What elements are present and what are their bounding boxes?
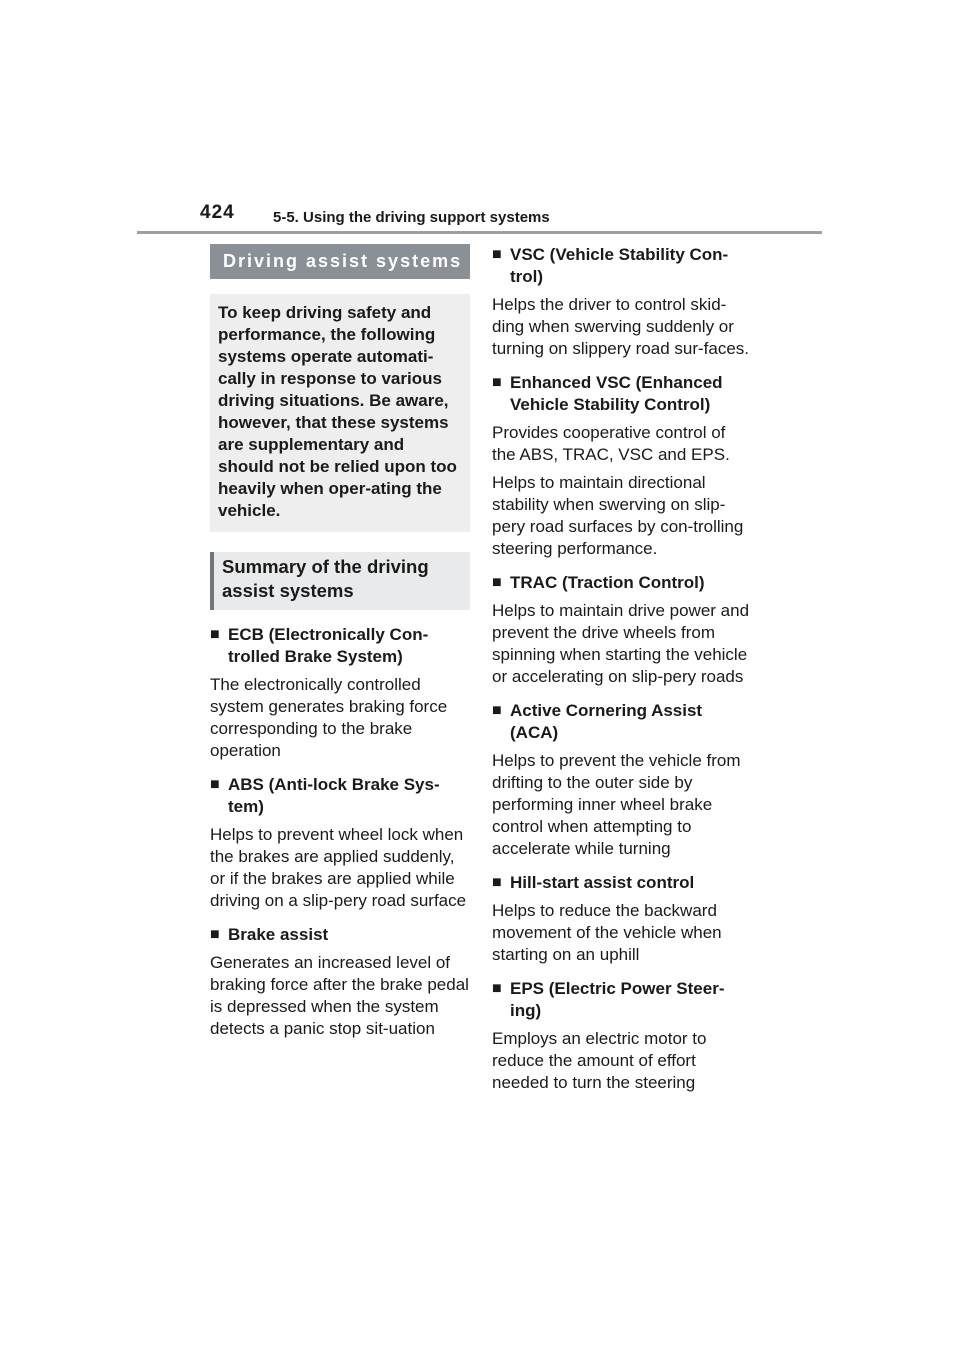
- item-heading: [492, 978, 752, 1022]
- system-item: [492, 244, 752, 360]
- item-paragraph: Helps to reduce the backward movement of the vehicle when starting on an uphill: [492, 901, 722, 964]
- system-item: [492, 700, 752, 860]
- item-heading: [492, 572, 752, 594]
- item-body: [492, 600, 752, 688]
- square-bullet-icon: ■: [210, 926, 220, 943]
- item-body: [210, 824, 470, 912]
- system-item: [210, 624, 470, 762]
- item-body: [492, 1028, 752, 1094]
- item-heading: [210, 924, 470, 946]
- item-paragraph: Helps to prevent the vehicle from drifting to the outer side by performing inner wheel brake control when attempting to accelerate while turning: [492, 751, 741, 858]
- item-heading: [492, 372, 752, 416]
- square-bullet-icon: ■: [210, 626, 220, 643]
- item-title: VSC (Vehicle Stability Con-trol): [510, 245, 729, 286]
- square-bullet-icon: ■: [492, 874, 502, 891]
- system-item: [492, 872, 752, 966]
- item-body: [492, 900, 752, 966]
- item-body: [210, 674, 470, 762]
- item-body: [492, 422, 752, 560]
- item-heading: [210, 774, 470, 818]
- system-item: [492, 572, 752, 688]
- item-title: ABS (Anti-lock Brake Sys-tem): [228, 775, 440, 816]
- square-bullet-icon: ■: [492, 574, 502, 591]
- summary-heading: Summary of the driving assist systems: [210, 552, 470, 610]
- item-body: [492, 294, 752, 360]
- square-bullet-icon: ■: [492, 980, 502, 997]
- square-bullet-icon: ■: [492, 702, 502, 719]
- right-column: [492, 244, 752, 1100]
- item-title: TRAC (Traction Control): [510, 573, 705, 592]
- page-number: 424: [200, 202, 235, 223]
- item-paragraph: Helps the driver to control skid-ding when swerving suddenly or turning on slippery road sur-faces.: [492, 295, 750, 358]
- item-paragraph: The electronically controlled system generates braking force corresponding to the brake operation: [210, 675, 448, 760]
- item-title: EPS (Electric Power Steer-ing): [510, 979, 725, 1020]
- item-paragraph: Employs an electric motor to reduce the amount of effort needed to turn the steering: [492, 1029, 707, 1092]
- square-bullet-icon: ■: [210, 776, 220, 793]
- right-item-list: [492, 244, 752, 1094]
- item-paragraph: Generates an increased level of braking force after the brake pedal is depressed when the system detects a panic stop sit-uation: [210, 953, 469, 1038]
- item-title: Hill-start assist control: [510, 873, 695, 892]
- section-title: 5-5. Using the driving support systems: [273, 209, 550, 226]
- section-banner: Driving assist systems: [210, 244, 470, 279]
- left-column: [210, 244, 470, 1046]
- item-paragraph: Helps to prevent wheel lock when the brakes are applied suddenly, or if the brakes are applied while driving on a slip-pery road surface: [210, 825, 467, 910]
- item-title: Enhanced VSC (Enhanced Vehicle Stability Control): [510, 373, 723, 414]
- left-item-list: [210, 624, 470, 1040]
- item-body: [210, 952, 470, 1040]
- item-heading: [492, 244, 752, 288]
- item-title: Active Cornering Assist (ACA): [510, 701, 703, 742]
- item-title: Brake assist: [228, 925, 329, 944]
- item-heading: [492, 872, 752, 894]
- item-paragraph: Helps to maintain directional stability when swerving on slip-pery road surfaces by con-trolling steering performance.: [492, 473, 744, 558]
- square-bullet-icon: ■: [492, 374, 502, 391]
- system-item: [210, 924, 470, 1040]
- system-item: [492, 372, 752, 560]
- header-divider: [137, 231, 822, 234]
- item-paragraph: Provides cooperative control of the ABS, TRAC, VSC and EPS.: [492, 423, 730, 464]
- square-bullet-icon: ■: [492, 246, 502, 263]
- system-item: [492, 978, 752, 1094]
- item-title: ECB (Electronically Con-trolled Brake System): [228, 625, 429, 666]
- item-heading: [210, 624, 470, 668]
- item-paragraph: Helps to maintain drive power and prevent the drive wheels from spinning when starting the vehicle or accelerating on slip-pery roads: [492, 601, 750, 686]
- intro-box: To keep driving safety and performance, the following systems operate automati-cally in response to various driving situations. Be aware, however, that these systems are supplementary and should not be relied upon too heavily when oper-ating the vehicle.: [210, 294, 470, 532]
- item-heading: [492, 700, 752, 744]
- item-body: [492, 750, 752, 860]
- system-item: [210, 774, 470, 912]
